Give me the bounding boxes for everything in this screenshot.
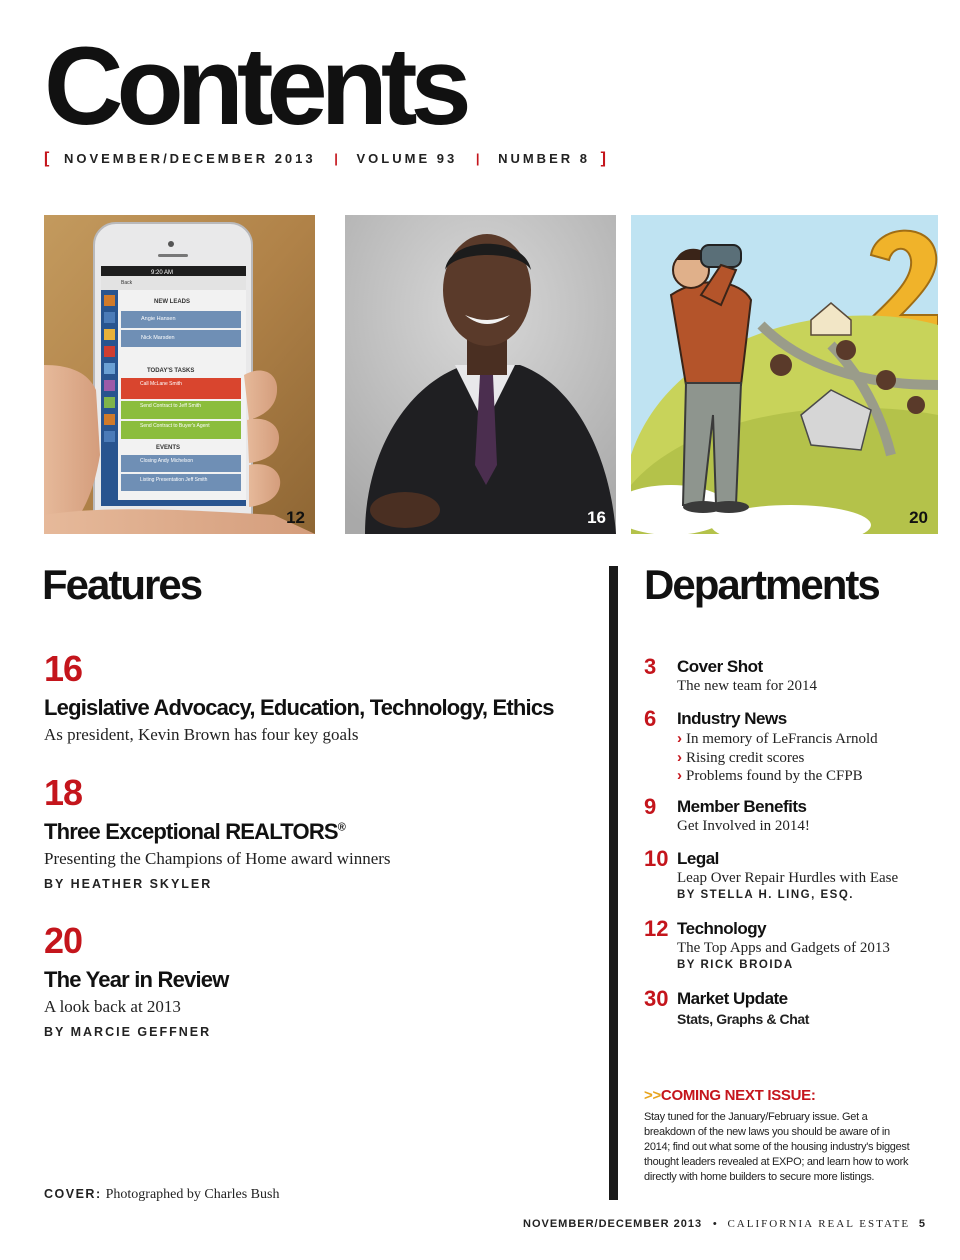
coming-next-heading bbox=[644, 1087, 914, 1104]
department-page-number: 6 bbox=[644, 706, 657, 731]
department-byline: BY RICK BROIDA bbox=[677, 959, 794, 971]
separator: | bbox=[475, 151, 480, 166]
phone-back-button: Back bbox=[121, 280, 133, 286]
department-page-number: 3 bbox=[644, 654, 657, 679]
feature-item[interactable] bbox=[44, 772, 584, 891]
photo-phone-app[interactable] bbox=[44, 215, 315, 534]
phone-task-1: Call McLane Smith bbox=[140, 381, 182, 387]
feature-page-number: 16 bbox=[44, 648, 83, 689]
department-page-number: 30 bbox=[644, 986, 669, 1011]
bullet-text: In memory of LeFrancis Arnold bbox=[686, 731, 878, 747]
photo-page-number: 16 bbox=[587, 508, 606, 527]
feature-item[interactable] bbox=[44, 648, 584, 745]
cover-credit bbox=[44, 1185, 279, 1203]
chevron-right-icon: › bbox=[677, 748, 682, 766]
footer-dot: • bbox=[712, 1218, 717, 1230]
department-description: Get Involved in 2014! bbox=[677, 818, 810, 834]
department-item[interactable] bbox=[644, 918, 934, 971]
department-item[interactable] bbox=[644, 656, 934, 695]
department-item[interactable] bbox=[644, 796, 934, 835]
footer-publication: CALIFORNIA REAL ESTATE bbox=[727, 1218, 911, 1230]
coming-next-title: COMING NEXT ISSUE: bbox=[660, 1087, 816, 1104]
column-divider bbox=[609, 566, 618, 1200]
feature-title[interactable]: The Year in Review bbox=[44, 967, 229, 992]
department-item[interactable] bbox=[644, 708, 934, 786]
features-heading: Features bbox=[42, 561, 202, 608]
department-title[interactable]: Industry News bbox=[677, 709, 787, 728]
issue-number: NUMBER 8 bbox=[498, 151, 590, 166]
list-item bbox=[677, 749, 934, 768]
department-title[interactable]: Legal bbox=[677, 849, 719, 868]
department-description: Stats, Graphs & Chat bbox=[677, 1011, 810, 1027]
portrait-illustration bbox=[345, 215, 616, 534]
separator: | bbox=[334, 151, 338, 166]
photo-portrait[interactable] bbox=[345, 215, 616, 534]
issue-volume: VOLUME 93 bbox=[356, 151, 458, 166]
cover-credit-label: COVER: bbox=[44, 1187, 102, 1201]
page-title: Contents bbox=[44, 25, 465, 148]
phone-new-leads-heading: NEW LEADS bbox=[154, 299, 190, 305]
cover-credit-text: Photographed by Charles Bush bbox=[105, 1187, 280, 1202]
department-item[interactable] bbox=[644, 848, 934, 901]
phone-task-3: Send Contract to Buyer's Agent bbox=[140, 423, 210, 429]
feature-description: Presenting the Champions of Home award winners bbox=[44, 849, 391, 868]
bracket-close: ] bbox=[600, 150, 606, 167]
feature-byline: BY HEATHER SKYLER bbox=[44, 877, 213, 891]
coming-next-issue bbox=[644, 1087, 914, 1185]
department-item[interactable] bbox=[644, 988, 934, 1028]
feature-item[interactable] bbox=[44, 920, 584, 1039]
feature-page-number: 18 bbox=[44, 772, 83, 813]
double-chevron-icon: >> bbox=[644, 1087, 661, 1104]
departments-heading: Departments bbox=[644, 561, 879, 608]
department-title[interactable]: Member Benefits bbox=[677, 797, 807, 816]
photo-page-number: 20 bbox=[909, 508, 928, 527]
phone-time: 9:20 AM bbox=[151, 270, 174, 276]
photo-year-review-illustration[interactable] bbox=[631, 215, 938, 534]
department-description: The new team for 2014 bbox=[677, 678, 817, 694]
issue-info bbox=[44, 150, 606, 168]
department-page-number: 10 bbox=[644, 846, 669, 871]
phone-lead-1: Angie Hansen bbox=[141, 316, 176, 322]
department-description: The Top Apps and Gadgets of 2013 bbox=[677, 940, 890, 956]
bracket-open: [ bbox=[44, 150, 50, 167]
department-title[interactable]: Market Update bbox=[677, 989, 788, 1008]
department-title[interactable]: Technology bbox=[677, 919, 767, 938]
phone-illustration bbox=[44, 215, 315, 534]
issue-date: NOVEMBER/DECEMBER 2013 bbox=[63, 151, 316, 166]
footer-issue: NOVEMBER/DECEMBER 2013 bbox=[523, 1218, 703, 1230]
feature-page-number: 20 bbox=[44, 920, 83, 961]
feature-description: A look back at 2013 bbox=[44, 997, 181, 1016]
phone-event-2: Listing Presentation Jeff Smith bbox=[140, 477, 208, 483]
feature-title[interactable] bbox=[44, 819, 584, 845]
phone-task-2: Send Contract to Jeff Smith bbox=[140, 403, 202, 409]
list-item bbox=[677, 730, 934, 749]
photo-page-number: 12 bbox=[286, 508, 305, 527]
phone-events-heading: EVENTS bbox=[156, 445, 181, 451]
department-title[interactable]: Cover Shot bbox=[677, 657, 763, 676]
phone-lead-2: Nick Marsden bbox=[141, 335, 175, 341]
phone-tasks-heading: TODAY'S TASKS bbox=[147, 368, 195, 374]
coming-next-body: Stay tuned for the January/February issue. Get a breakdown of the new laws you should be aware of in 2014; find out what some of the housing industry's biggest thought leaders revealed at EXPO; and learn how to work directly with home builders to secure more listings. bbox=[644, 1111, 910, 1183]
binoculars-illustration bbox=[631, 215, 938, 534]
feature-byline: BY MARCIE GEFFNER bbox=[44, 1025, 212, 1039]
feature-description: As president, Kevin Brown has four key goals bbox=[44, 725, 359, 744]
department-page-number: 12 bbox=[644, 916, 669, 941]
list-item bbox=[677, 767, 934, 786]
registered-mark: ® bbox=[337, 821, 346, 834]
chevron-right-icon: › bbox=[677, 767, 682, 784]
bullet-text: Problems found by the CFPB bbox=[686, 768, 863, 784]
chevron-right-icon: › bbox=[677, 730, 682, 747]
bullet-text: Rising credit scores bbox=[686, 749, 805, 766]
page-number: 5 bbox=[918, 1218, 925, 1230]
department-page-number: 9 bbox=[644, 794, 657, 819]
feature-title[interactable]: Legislative Advocacy, Education, Technology, Ethics bbox=[44, 695, 554, 720]
page-footer bbox=[523, 1218, 925, 1230]
phone-event-1: Closing Andy Michelson bbox=[140, 458, 194, 464]
feature-title-text: Three Exceptional REALTORS bbox=[44, 819, 338, 844]
department-byline: BY STELLA H. LING, ESQ. bbox=[677, 889, 854, 901]
department-description: Leap Over Repair Hurdles with Ease bbox=[677, 870, 899, 886]
